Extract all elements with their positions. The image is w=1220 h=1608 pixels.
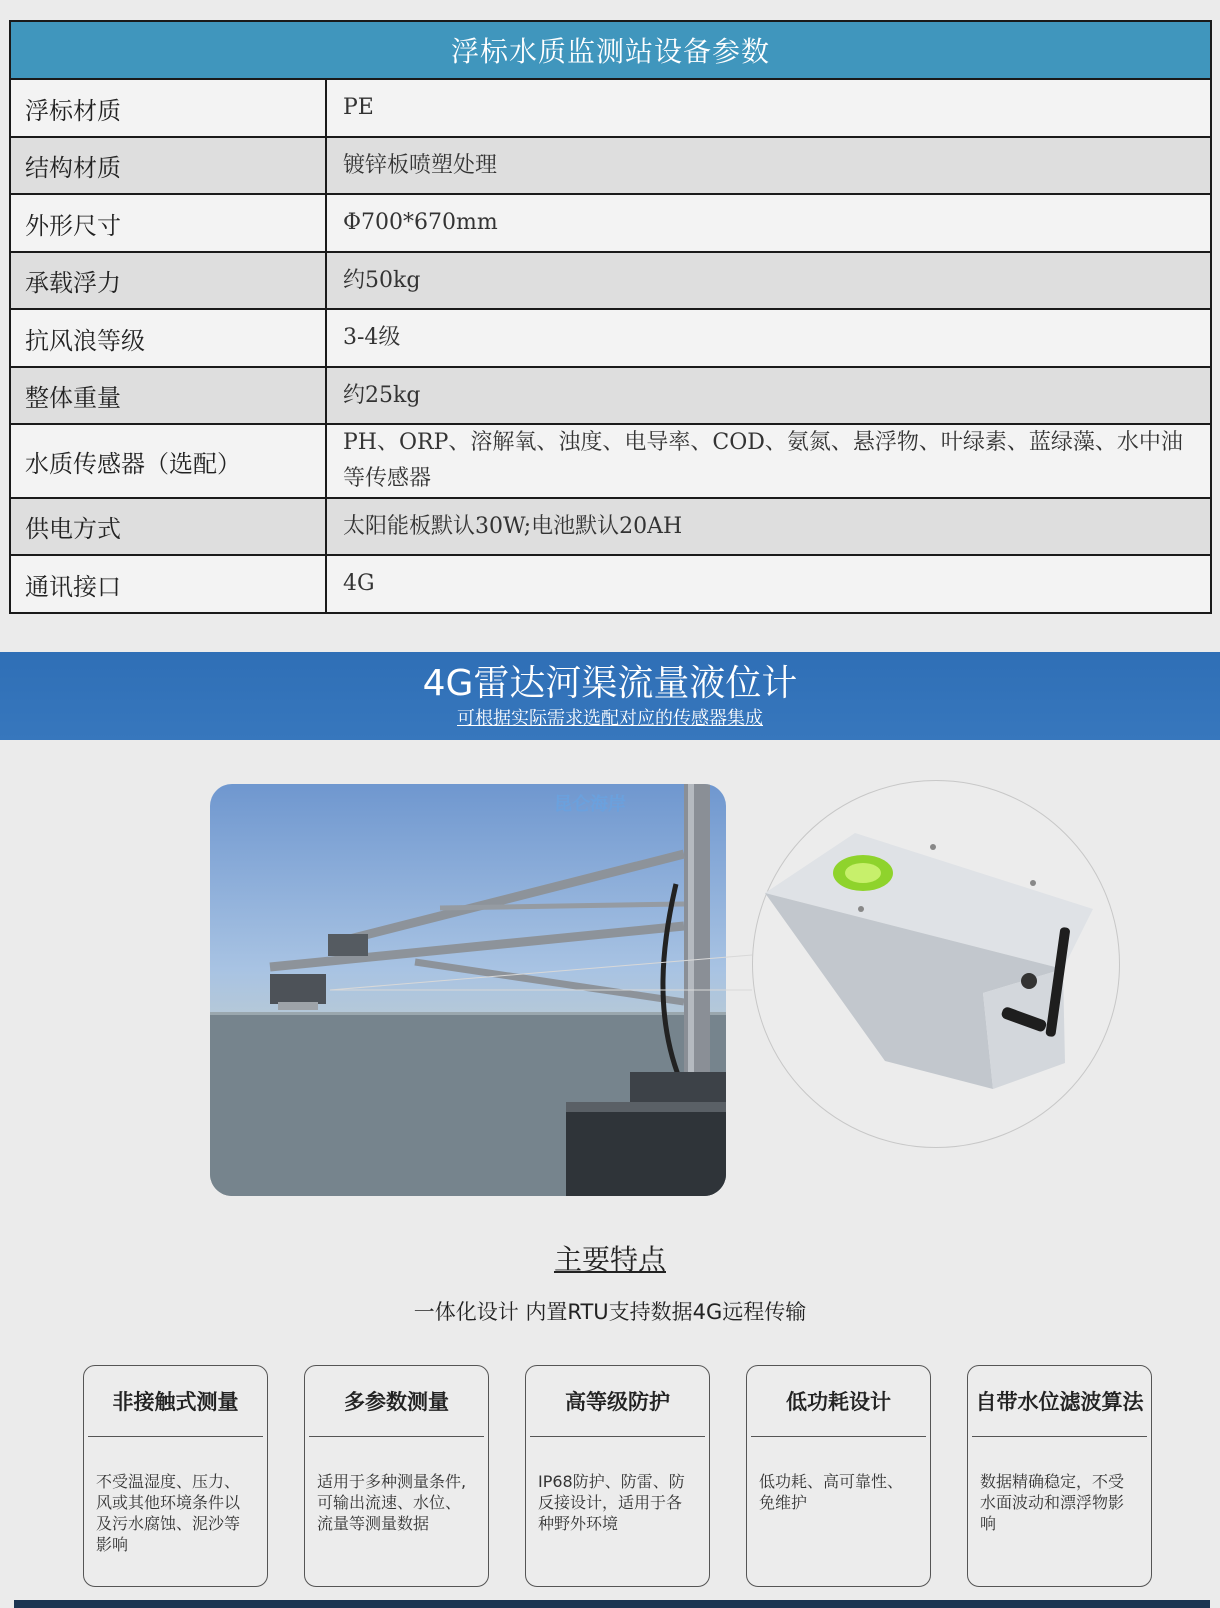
- installation-photo: [210, 784, 726, 1196]
- banner-subtitle[interactable]: 可根据实际需求选配对应的传感器集成: [457, 708, 763, 729]
- feature-card-title: 高等级防护: [530, 1366, 705, 1437]
- sensor-zoom-circle: [752, 780, 1120, 1148]
- spec-label: 承载浮力: [11, 253, 327, 308]
- spec-value: Φ700*670mm: [343, 210, 498, 235]
- feature-card-text: 不受温湿度、压力、风或其他环境条件以及污水腐蚀、泥沙等影响: [96, 1472, 241, 1554]
- feature-card-text: IP68防护、防雷、防反接设计，适用于各种野外环境: [538, 1472, 685, 1533]
- spec-row: [11, 80, 1210, 138]
- spec-label: 外形尺寸: [11, 195, 327, 251]
- spec-value: 约50kg: [343, 267, 421, 293]
- feature-card-title: 自带水位滤波算法: [972, 1366, 1147, 1437]
- installation-illustration: [210, 784, 726, 1196]
- spec-label: 结构材质: [11, 138, 327, 193]
- spec-value: 4G: [343, 571, 375, 596]
- spec-label: 供电方式: [11, 499, 327, 554]
- feature-card: [525, 1365, 710, 1587]
- spec-table-title: 浮标水质监测站设备参数: [11, 22, 1210, 80]
- feature-card-text: 适用于多种测量条件,可输出流速、水位、流量等测量数据: [317, 1472, 467, 1533]
- feature-card: [746, 1365, 931, 1587]
- features-title: [0, 1238, 1220, 1278]
- spec-row: [11, 195, 1210, 253]
- feature-card-title: 非接触式测量: [88, 1366, 263, 1437]
- product-banner: [0, 652, 1220, 740]
- features-title-text: 主要特点: [553, 1243, 666, 1276]
- spec-value: PH、ORP、溶解氧、浊度、电导率、COD、氨氮、悬浮物、叶绿素、蓝绿藻、水中油等传感器: [343, 430, 1183, 491]
- feature-card-text: 数据精确稳定，不受水面波动和漂浮物影响: [980, 1472, 1125, 1533]
- spec-label: 水质传感器（选配）: [11, 425, 327, 497]
- spec-value: 3-4级: [343, 325, 401, 350]
- feature-card: [967, 1365, 1152, 1587]
- radar-sensor-illustration: [753, 781, 1121, 1149]
- feature-cards: [83, 1365, 1153, 1587]
- spec-value: PE: [343, 95, 374, 120]
- feature-card: [304, 1365, 489, 1587]
- spec-row: [11, 368, 1210, 425]
- feature-card: [83, 1365, 268, 1587]
- feature-card-text: 低功耗、高可靠性、免维护: [759, 1472, 904, 1512]
- banner-title: 4G雷达河渠流量液位计: [422, 663, 798, 704]
- brand-logo: 昆仑海岸: [554, 794, 626, 815]
- spec-row: [11, 138, 1210, 195]
- spec-row: [11, 556, 1210, 612]
- spec-row: [11, 310, 1210, 368]
- next-section-edge: [14, 1600, 1210, 1608]
- spec-label: 通讯接口: [11, 556, 327, 612]
- spec-value: 镀锌板喷塑处理: [343, 152, 498, 178]
- feature-card-title: 多参数测量: [309, 1366, 484, 1437]
- spec-label: 整体重量: [11, 368, 327, 423]
- spec-value: 约25kg: [343, 382, 421, 408]
- spec-row: [11, 253, 1210, 310]
- features-subtitle: 一体化设计 内置RTU支持数据4G远程传输: [413, 1300, 807, 1324]
- spec-label: 浮标材质: [11, 80, 327, 136]
- feature-card-title: 低功耗设计: [751, 1366, 926, 1437]
- spec-value: 太阳能板默认30W;电池默认20AH: [343, 513, 683, 539]
- spec-row: [11, 425, 1210, 499]
- spec-table: [9, 20, 1212, 614]
- spec-label: 抗风浪等级: [11, 310, 327, 366]
- spec-row: [11, 499, 1210, 556]
